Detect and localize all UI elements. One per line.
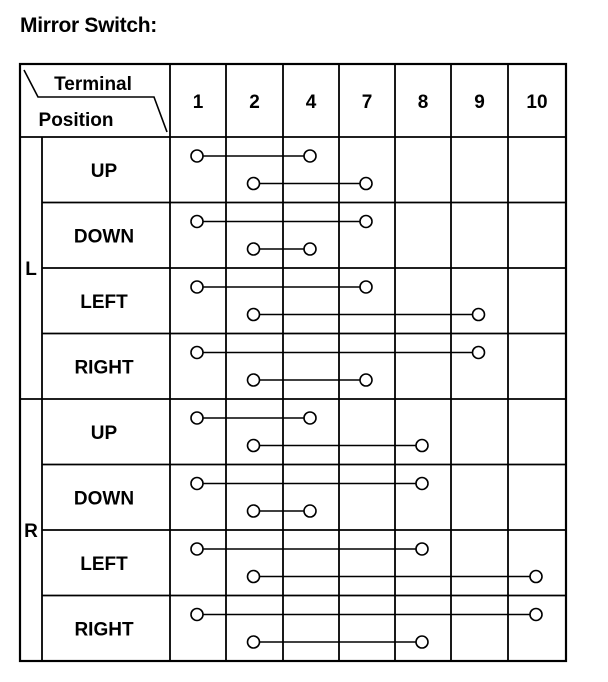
terminal-node — [473, 346, 485, 358]
terminal-node — [248, 636, 260, 648]
position-label: DOWN — [73, 488, 135, 510]
diagram-title: Mirror Switch: — [20, 14, 157, 37]
position-rows — [24, 161, 134, 641]
terminal-number-row — [193, 92, 548, 113]
position-label: LEFT — [80, 291, 128, 313]
terminal-number: 7 — [361, 92, 373, 113]
terminal-node — [248, 374, 260, 386]
terminal-node — [191, 215, 203, 227]
terminal-node — [248, 440, 260, 452]
terminal-number: 9 — [474, 92, 485, 113]
terminal-node — [248, 505, 260, 517]
position-label: RIGHT — [74, 619, 134, 641]
terminal-node — [304, 505, 316, 517]
position-label: LEFT — [80, 553, 128, 575]
terminal-number: 4 — [305, 92, 317, 113]
position-label: DOWN — [73, 226, 135, 248]
terminal-node — [191, 543, 203, 555]
terminal-node — [304, 412, 316, 424]
terminal-node — [191, 150, 203, 162]
terminal-node — [191, 281, 203, 293]
terminal-node — [304, 150, 316, 162]
terminal-node — [191, 608, 203, 620]
terminal-node — [304, 243, 316, 255]
terminal-node — [416, 636, 428, 648]
position-label: RIGHT — [74, 357, 134, 379]
terminal-node — [473, 309, 485, 321]
terminal-node — [360, 374, 372, 386]
terminal-node — [530, 571, 542, 583]
position-header-label: Position — [38, 110, 114, 131]
terminal-node — [191, 412, 203, 424]
terminal-node — [248, 178, 260, 190]
terminal-node — [416, 543, 428, 555]
terminal-node — [360, 215, 372, 227]
terminal-node — [248, 309, 260, 321]
terminal-node — [248, 571, 260, 583]
terminal-number: 2 — [249, 92, 260, 113]
position-label: UP — [90, 422, 118, 444]
table-header — [39, 74, 132, 131]
terminal-number: 10 — [526, 92, 548, 113]
terminal-node — [416, 477, 428, 489]
terminal-node — [530, 608, 542, 620]
terminal-node — [360, 178, 372, 190]
terminal-node — [360, 281, 372, 293]
position-label: UP — [90, 160, 118, 182]
terminal-node — [416, 440, 428, 452]
terminal-node — [191, 477, 203, 489]
terminal-node — [248, 243, 260, 255]
terminal-node — [191, 346, 203, 358]
terminal-number: 8 — [417, 92, 429, 113]
side-label: R — [24, 521, 38, 542]
side-label: L — [25, 259, 37, 280]
terminal-header-label: Terminal — [54, 74, 132, 95]
terminal-number: 1 — [192, 92, 204, 113]
